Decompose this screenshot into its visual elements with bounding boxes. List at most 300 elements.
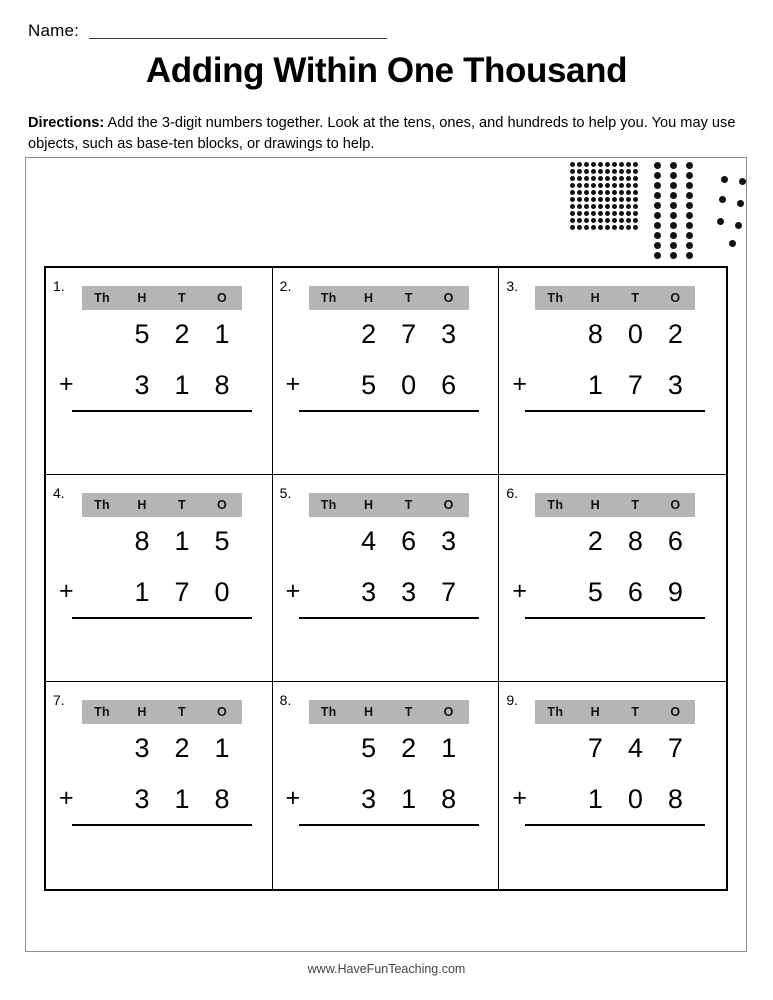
unit-dot	[577, 218, 582, 223]
place-value-label: H	[590, 291, 600, 305]
digit: 6	[401, 526, 417, 556]
unit-dot	[619, 218, 624, 223]
unit-dot	[686, 182, 693, 189]
place-value-label: O	[443, 291, 454, 305]
place-value-header	[82, 286, 242, 310]
unit-dot	[619, 225, 624, 230]
plus-icon: +	[512, 577, 527, 605]
unit-dot	[670, 252, 677, 259]
tens-rod	[670, 162, 677, 259]
unit-dot	[654, 212, 661, 219]
plus-icon: +	[285, 370, 301, 398]
unit-dot	[686, 172, 693, 179]
digit: 0	[401, 370, 417, 400]
place-value-header	[82, 493, 242, 517]
addend-top	[535, 321, 695, 348]
place-value-label: O	[670, 705, 681, 719]
addend-bottom	[309, 372, 469, 399]
digit: 0	[627, 784, 643, 814]
unit-dot	[584, 211, 589, 216]
answer-line[interactable]	[299, 617, 479, 619]
problem-number: 4.	[53, 485, 65, 501]
digit: 3	[134, 370, 150, 400]
digit: 2	[401, 733, 417, 763]
place-value-label: H	[363, 705, 374, 719]
place-value-label: O	[670, 291, 681, 305]
digit: 1	[587, 784, 603, 814]
unit-dot	[686, 242, 693, 249]
digit: 5	[361, 370, 377, 400]
directions-label: Directions:	[28, 115, 105, 131]
unit-dot	[612, 218, 617, 223]
unit-dot	[717, 218, 724, 225]
digit: 1	[441, 733, 457, 763]
addend-top	[309, 321, 469, 348]
place-value-label: H	[137, 705, 147, 719]
directions	[28, 113, 736, 155]
unit-dot	[577, 190, 582, 195]
unit-dot	[570, 211, 575, 216]
problem-cell	[499, 475, 726, 682]
unit-dot	[619, 204, 624, 209]
place-value-label: Th	[94, 705, 110, 719]
problem-cell	[499, 682, 726, 889]
addend-bottom	[82, 372, 242, 399]
unit-dot	[570, 169, 575, 174]
unit-dot	[591, 169, 596, 174]
answer-line[interactable]	[525, 410, 705, 412]
digit: 1	[174, 370, 190, 400]
plus-icon: +	[59, 577, 74, 605]
addend-bottom	[535, 372, 695, 399]
digit: 2	[587, 526, 603, 556]
unit-dot	[619, 176, 624, 181]
unit-dot	[591, 162, 596, 167]
digit: 7	[587, 733, 603, 763]
unit-dot	[605, 176, 610, 181]
unit-dot	[577, 211, 582, 216]
place-value-label: H	[363, 498, 374, 512]
unit-dot	[591, 204, 596, 209]
addend-bottom	[82, 579, 242, 606]
place-value-label: O	[443, 705, 454, 719]
unit-dot	[626, 211, 631, 216]
unit-dot	[619, 183, 624, 188]
digit: 2	[174, 733, 190, 763]
unit-dot	[633, 183, 638, 188]
place-value-label: H	[590, 498, 600, 512]
digit: 8	[587, 319, 603, 349]
unit-dot	[654, 222, 661, 229]
digit: 3	[361, 577, 377, 607]
unit-dot	[626, 197, 631, 202]
name-input-line[interactable]	[89, 24, 387, 39]
problem-cell	[46, 475, 273, 682]
unit-dot	[654, 232, 661, 239]
tens-rod	[686, 162, 693, 259]
unit-dot	[612, 162, 617, 167]
unit-dot	[591, 225, 596, 230]
unit-dot	[739, 178, 746, 185]
unit-dot	[633, 197, 638, 202]
place-value-label: Th	[320, 291, 337, 305]
unit-dot	[686, 232, 693, 239]
name-label: Name:	[28, 21, 80, 40]
digit: 3	[441, 526, 457, 556]
unit-dot	[605, 162, 610, 167]
place-value-label: T	[404, 498, 413, 512]
unit-dot	[654, 242, 661, 249]
unit-dot	[626, 176, 631, 181]
unit-dot	[686, 212, 693, 219]
place-value-label: T	[178, 498, 186, 512]
unit-dot	[654, 252, 661, 259]
problem-grid	[44, 266, 728, 891]
digit: 7	[174, 577, 190, 607]
unit-dot	[605, 197, 610, 202]
addend-top	[309, 528, 469, 555]
problem-number: 2.	[279, 278, 292, 294]
place-value-label: O	[216, 291, 228, 305]
problem-cell	[273, 475, 500, 682]
place-value-label: T	[178, 291, 186, 305]
place-value-label: H	[137, 498, 147, 512]
unit-dot	[598, 204, 603, 209]
addend-bottom	[309, 579, 469, 606]
digit: 8	[627, 526, 643, 556]
unit-dot	[619, 162, 624, 167]
problem-number: 3.	[506, 278, 519, 294]
digit: 5	[587, 577, 603, 607]
digit: 1	[134, 577, 150, 607]
problem-cell	[46, 268, 273, 475]
unit-dot	[570, 218, 575, 223]
unit-dot	[577, 176, 582, 181]
addend-top	[535, 735, 695, 762]
unit-dot	[633, 211, 638, 216]
place-value-label: Th	[320, 498, 337, 512]
page-title: Adding Within One Thousand	[145, 51, 628, 90]
problem-number: 8.	[279, 692, 292, 708]
place-value-label: H	[590, 705, 600, 719]
unit-dot	[598, 211, 603, 216]
place-value-header	[535, 493, 695, 517]
unit-dot	[612, 183, 617, 188]
unit-dot	[612, 197, 617, 202]
unit-dot	[654, 202, 661, 209]
place-value-header	[309, 493, 469, 517]
unit-dot	[654, 172, 661, 179]
unit-dot	[598, 225, 603, 230]
answer-line[interactable]	[299, 824, 479, 826]
ones-units-icon	[715, 176, 755, 252]
unit-dot	[598, 162, 603, 167]
place-value-header	[309, 286, 469, 310]
unit-dot	[626, 169, 631, 174]
addend-top	[535, 528, 695, 555]
digit: 7	[667, 733, 683, 763]
unit-dot	[654, 192, 661, 199]
unit-dot	[633, 162, 638, 167]
unit-dot	[577, 162, 582, 167]
addend-bottom	[82, 786, 242, 813]
digit: 1	[174, 526, 190, 556]
answer-line[interactable]	[525, 617, 705, 619]
unit-dot	[626, 183, 631, 188]
place-value-header	[535, 700, 695, 724]
unit-dot	[737, 200, 744, 207]
unit-dot	[591, 218, 596, 223]
place-value-label: T	[404, 705, 413, 719]
unit-dot	[591, 176, 596, 181]
unit-dot	[598, 176, 603, 181]
unit-dot	[619, 197, 624, 202]
unit-dot	[570, 225, 575, 230]
unit-dot	[619, 169, 624, 174]
place-value-header	[309, 700, 469, 724]
problem-number: 5.	[279, 485, 292, 501]
unit-dot	[591, 211, 596, 216]
addend-bottom	[309, 786, 469, 813]
unit-dot	[591, 197, 596, 202]
base-ten-blocks-illustration	[570, 162, 755, 259]
unit-dot	[570, 197, 575, 202]
unit-dot	[591, 190, 596, 195]
digit: 1	[214, 733, 230, 763]
unit-dot	[626, 190, 631, 195]
unit-dot	[670, 162, 677, 169]
answer-line[interactable]	[299, 410, 479, 412]
answer-line[interactable]	[525, 824, 705, 826]
unit-dot	[729, 240, 736, 247]
unit-dot	[633, 190, 638, 195]
unit-dot	[584, 218, 589, 223]
unit-dot	[626, 225, 631, 230]
unit-dot	[670, 222, 677, 229]
digit: 9	[667, 577, 683, 607]
plus-icon: +	[512, 370, 527, 398]
unit-dot	[584, 197, 589, 202]
unit-dot	[605, 211, 610, 216]
unit-dot	[577, 169, 582, 174]
addend-top	[82, 528, 242, 555]
unit-dot	[598, 183, 603, 188]
digit: 2	[667, 319, 683, 349]
unit-dot	[612, 176, 617, 181]
addend-top	[82, 321, 242, 348]
unit-dot	[686, 252, 693, 259]
unit-dot	[584, 162, 589, 167]
place-value-label: O	[443, 498, 454, 512]
plus-icon: +	[59, 370, 74, 398]
digit: 6	[627, 577, 643, 607]
unit-dot	[686, 162, 693, 169]
unit-dot	[686, 202, 693, 209]
digit: 4	[361, 526, 377, 556]
unit-dot	[577, 204, 582, 209]
place-value-label: T	[631, 498, 640, 512]
digit: 1	[214, 319, 230, 349]
unit-dot	[633, 225, 638, 230]
plus-icon: +	[285, 577, 301, 605]
digit: 7	[441, 577, 457, 607]
unit-dot	[605, 183, 610, 188]
directions-text: Add the 3-digit numbers together. Look at the tens, ones, and hundreds to help you. You may use objects, such as base-ten blocks, or drawings to help.	[28, 115, 736, 153]
tens-rods-icon	[654, 162, 693, 259]
addend-bottom	[535, 579, 695, 606]
digit: 7	[627, 370, 643, 400]
place-value-label: Th	[320, 705, 337, 719]
answer-line[interactable]	[72, 824, 252, 826]
digit: 2	[174, 319, 190, 349]
answer-line[interactable]	[72, 617, 252, 619]
digit: 1	[587, 370, 603, 400]
place-value-label: O	[216, 498, 228, 512]
unit-dot	[584, 225, 589, 230]
unit-dot	[633, 204, 638, 209]
place-value-label: Th	[94, 498, 110, 512]
unit-dot	[670, 242, 677, 249]
plus-icon: +	[285, 784, 301, 812]
digit: 8	[214, 784, 230, 814]
place-value-label: Th	[547, 291, 564, 305]
unit-dot	[654, 182, 661, 189]
digit: 8	[214, 370, 230, 400]
problem-number: 1.	[53, 278, 65, 294]
unit-dot	[612, 211, 617, 216]
digit: 3	[441, 319, 457, 349]
unit-dot	[633, 176, 638, 181]
unit-dot	[633, 169, 638, 174]
digit: 6	[667, 526, 683, 556]
place-value-label: Th	[547, 705, 564, 719]
place-value-header	[82, 700, 242, 724]
unit-dot	[577, 197, 582, 202]
unit-dot	[670, 192, 677, 199]
unit-dot	[577, 183, 582, 188]
unit-dot	[670, 182, 677, 189]
unit-dot	[570, 190, 575, 195]
unit-dot	[686, 192, 693, 199]
unit-dot	[591, 183, 596, 188]
unit-dot	[719, 196, 726, 203]
unit-dot	[570, 183, 575, 188]
place-value-label: O	[670, 498, 681, 512]
unit-dot	[612, 204, 617, 209]
digit: 4	[627, 733, 643, 763]
digit: 1	[401, 784, 417, 814]
digit: 3	[401, 577, 417, 607]
unit-dot	[670, 212, 677, 219]
unit-dot	[735, 222, 742, 229]
unit-dot	[605, 169, 610, 174]
unit-dot	[619, 211, 624, 216]
unit-dot	[605, 225, 610, 230]
plus-icon: +	[59, 784, 74, 812]
unit-dot	[612, 190, 617, 195]
digit: 8	[441, 784, 457, 814]
place-value-label: Th	[547, 498, 564, 512]
problem-cell	[273, 682, 500, 889]
digit: 0	[627, 319, 643, 349]
digit: 8	[134, 526, 150, 556]
digit: 5	[361, 733, 377, 763]
hundreds-flat-icon	[570, 162, 638, 230]
answer-line[interactable]	[72, 410, 252, 412]
unit-dot	[605, 218, 610, 223]
unit-dot	[612, 225, 617, 230]
unit-dot	[584, 204, 589, 209]
unit-dot	[584, 190, 589, 195]
digit: 3	[667, 370, 683, 400]
unit-dot	[570, 162, 575, 167]
unit-dot	[605, 204, 610, 209]
digit: 2	[361, 319, 377, 349]
unit-dot	[598, 190, 603, 195]
addend-bottom	[535, 786, 695, 813]
unit-dot	[570, 176, 575, 181]
digit: 7	[401, 319, 417, 349]
unit-dot	[584, 169, 589, 174]
footer-url: www.HaveFunTeaching.com	[307, 962, 466, 976]
addend-top	[309, 735, 469, 762]
unit-dot	[626, 204, 631, 209]
unit-dot	[619, 190, 624, 195]
digit: 0	[214, 577, 230, 607]
place-value-label: T	[404, 291, 413, 305]
digit: 6	[441, 370, 457, 400]
unit-dot	[577, 225, 582, 230]
place-value-label: O	[216, 705, 228, 719]
unit-dot	[633, 218, 638, 223]
name-field-row	[28, 22, 387, 39]
addend-top	[82, 735, 242, 762]
place-value-label: H	[363, 291, 374, 305]
problem-number: 9.	[506, 692, 519, 708]
problem-cell	[273, 268, 500, 475]
unit-dot	[654, 162, 661, 169]
unit-dot	[598, 197, 603, 202]
place-value-label: T	[631, 291, 640, 305]
place-value-label: Th	[94, 291, 110, 305]
digit: 3	[134, 784, 150, 814]
plus-icon: +	[512, 784, 527, 812]
problem-cell	[499, 268, 726, 475]
unit-dot	[584, 183, 589, 188]
problem-number: 7.	[53, 692, 65, 708]
tens-rod	[654, 162, 661, 259]
place-value-label: T	[178, 705, 186, 719]
unit-dot	[605, 190, 610, 195]
place-value-header	[535, 286, 695, 310]
unit-dot	[598, 169, 603, 174]
unit-dot	[670, 172, 677, 179]
unit-dot	[670, 202, 677, 209]
unit-dot	[721, 176, 728, 183]
digit: 3	[361, 784, 377, 814]
unit-dot	[598, 218, 603, 223]
problem-number: 6.	[506, 485, 519, 501]
place-value-label: H	[137, 291, 147, 305]
unit-dot	[626, 162, 631, 167]
digit: 5	[134, 319, 150, 349]
digit: 5	[214, 526, 230, 556]
digit: 8	[667, 784, 683, 814]
unit-dot	[686, 222, 693, 229]
digit: 1	[174, 784, 190, 814]
place-value-label: T	[631, 705, 640, 719]
unit-dot	[612, 169, 617, 174]
